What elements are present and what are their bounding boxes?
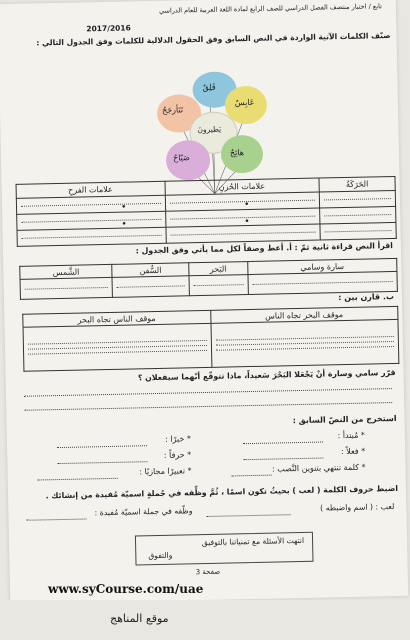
q2-header-sara-sami: سارة وسامي [247,258,396,274]
q5-item-metaphor: * تعبيرًا مجازيًا : [139,466,192,477]
bullet-mark: • [244,217,250,228]
q5-item-subject: * مُبتدأ : [337,430,365,441]
balloon-word-6: هائِجٌ [229,148,245,158]
q2-cell[interactable] [248,271,398,294]
q5-item-particle: * حرفاً : [163,450,192,460]
q4-prompt: قرّر سامي وسارة أنْ يَجْعَلا البَحْرَ سَعيداً، ماذا تتوقّع أنّهما سيفعلان ؟ [137,367,396,383]
q1-prompt: صنّف الكلمات الآتية الواردة في النص السابق وفق الحقول الدلالية للكلمات وفق الجدول التالي : [36,31,391,48]
answer-line[interactable] [57,461,147,464]
q5-item-verb: * فعلاً : [340,446,366,457]
q3-comparison-table [22,306,399,372]
bullet-mark: • [243,200,250,211]
q3-header-people-attitude: موقف الناس تجاه البحر [23,310,211,327]
q2-cell[interactable] [189,275,248,296]
answer-line[interactable] [207,514,291,517]
balloon-word-5: صَيّاحٌ [172,153,190,163]
answer-line[interactable] [24,388,392,397]
balloon-word-3: عَابِسٌ [234,97,255,108]
q2-header-ships: السُّفن [112,263,189,278]
header-title: تابع / اختبار منتصف الفصل الدراسي للصف الرابع لمادة اللغة العربية للعام الدراسي [158,2,382,15]
q2-header-sun: الشَّمس [20,264,113,279]
q3-header-sea-attitude: موقف البحر تجاه الناس [210,306,398,323]
q5-item-predicate: * خبرًا : [165,434,191,444]
q5-item-tanween: * كلمة تنتهي بتنوين النَّصب : [271,462,366,474]
answer-line[interactable] [24,402,392,411]
footer-area [0,600,410,640]
page-number: صفحة 3 [195,567,221,577]
answer-line[interactable] [38,478,118,481]
closing-box [135,532,314,566]
q5-prompt: استخرج من النصّ السابق : [292,413,397,426]
q6-word-label: لعب : ( اسم واضبطه ) [320,502,395,513]
balloon-word-1: قَلِقٌ [202,82,216,92]
q1-header-sadness: علامات الحُزنِ [165,178,320,195]
bullet-mark: • [121,219,127,230]
closing-line-2: والتفوق [148,550,173,561]
answer-line[interactable] [243,458,323,461]
q6-prompt: اضبط حروف الكلمة ( لعب ) بحيثُ تكون اسمًا ، ثُمَّ وظِّفه في جُملةٍ اسميّة مُفيدة من إنشائك . [45,483,399,501]
q2-header-sea: البَحر [189,262,248,276]
q1-cell[interactable] [17,227,166,246]
closing-line-1: انتهت الأسئلة مع تمنياتنا بالتوفيق [201,535,305,548]
q3-cell[interactable] [210,319,398,367]
answer-line[interactable] [57,445,147,448]
q2-cell[interactable] [112,276,189,298]
q1-classification-table [16,176,397,247]
balloon-word-4: يَطيرونَ [197,124,222,135]
q1-header-movement: الحَرَكَةُ [319,176,395,192]
q1-cell[interactable] [166,224,321,243]
q1-cell[interactable] [320,222,396,240]
q3-prompt: ب. قارن بين : [338,292,395,303]
watermark-url: www.syCourse.com/uae [48,582,204,596]
bullet-mark: • [120,202,127,213]
q1-header-joy: علامات الفرحِ [16,181,165,198]
answer-line[interactable] [243,442,323,445]
q3-cell[interactable] [23,323,211,371]
balloon-word-2: تَتَأرجَحُ [161,105,184,115]
exam-header [159,2,382,15]
watermark-site: موقع المناهج [110,612,169,625]
q1-cell[interactable] [320,206,396,224]
answer-line[interactable] [232,475,272,477]
q1-cell[interactable] [319,190,395,208]
q2-prompt: اقرأ النص قراءة ثانية ثمّ : أ. أعط وصفاً لكل مما يأتي وفق الجدول : [135,241,393,256]
q2-cell[interactable] [20,277,113,299]
answer-line[interactable] [27,518,87,520]
school-year: 2017/2016 [86,23,131,34]
q6-sentence-label: وظّفه في جملة اسميّة مُفيدة : [94,506,193,518]
